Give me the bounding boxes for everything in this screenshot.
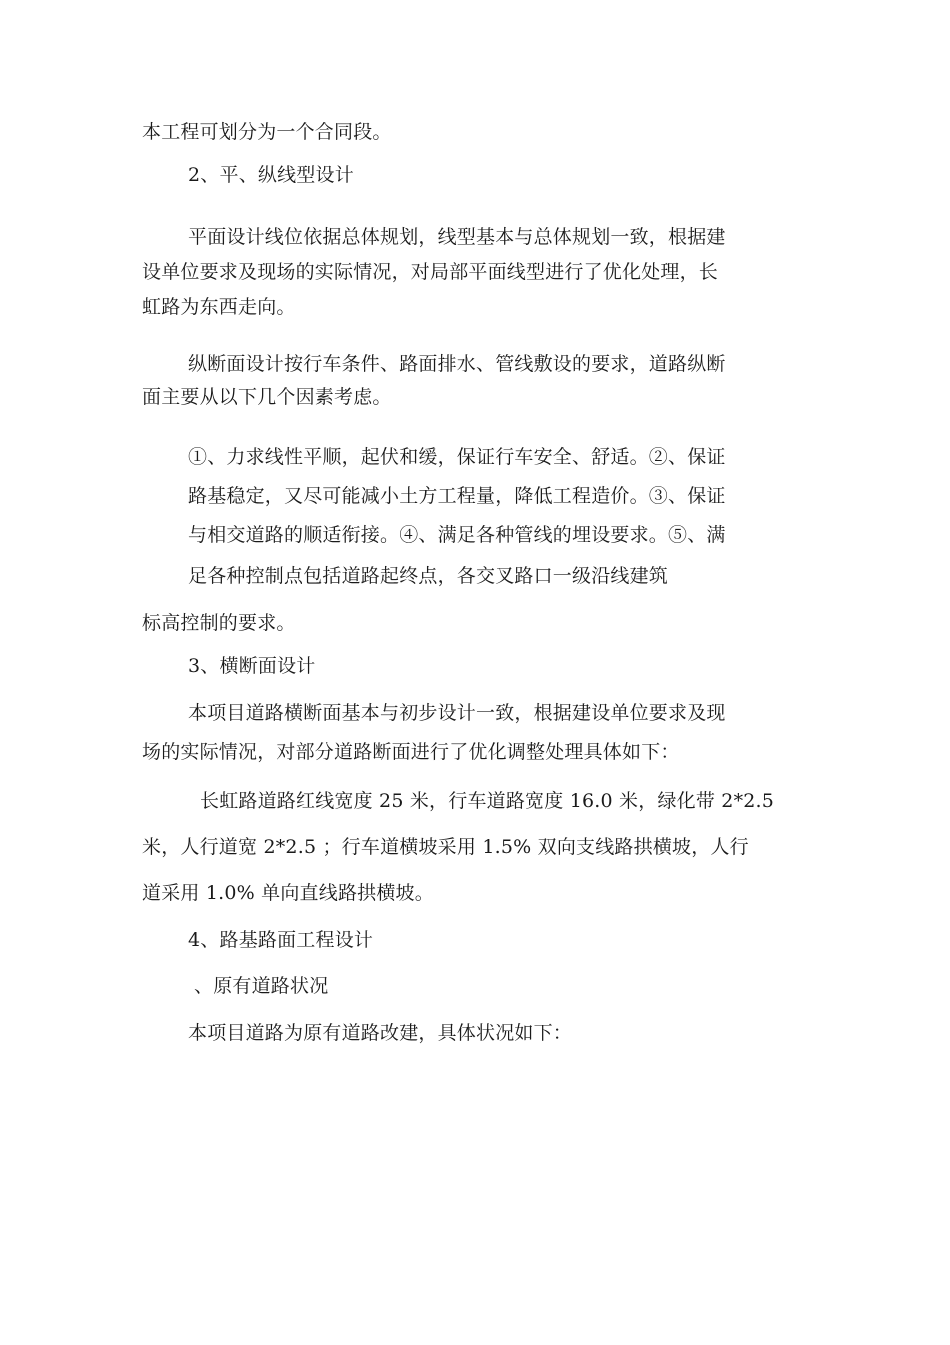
text-line: 面主要从以下几个因素考虑。 <box>142 386 392 408</box>
text-line: 足各种控制点包括道路起终点，各交叉路口一级沿线建筑 <box>188 565 669 587</box>
text-line: 路基稳定，又尽可能减小土方工程量，降低工程造价。③、保证 <box>188 485 726 507</box>
text-line: 本项目道路横断面基本与初步设计一致，根据建设单位要求及现 <box>188 702 726 724</box>
text-line: 虹路为东西走向。 <box>142 296 296 318</box>
text-line: 场的实际情况，对部分道路断面进行了优化调整处理具体如下： <box>142 741 680 763</box>
text-line: 标高控制的要求。 <box>142 612 296 634</box>
text-line: 道采用 1.0% 单向直线路拱横坡。 <box>142 882 434 904</box>
text-line: 平面设计线位依据总体规划，线型基本与总体规划一致，根据建 <box>188 226 726 248</box>
subsection-heading: 、原有道路状况 <box>194 975 329 997</box>
text-line: 纵断面设计按行车条件、路面排水、管线敷设的要求，道路纵断 <box>188 353 726 375</box>
text-line: 长虹路道路红线宽度 25 米，行车道路宽度 16.0 米，绿化带 2*2.5 <box>200 790 775 812</box>
section-heading: 2、平、纵线型设计 <box>188 164 354 186</box>
text-line: 与相交道路的顺适衔接。④、满足各种管线的埋设要求。⑤、满 <box>188 524 726 546</box>
text-line: ①、力求线性平顺，起伏和缓，保证行车安全、舒适。②、保证 <box>188 446 726 468</box>
text-line: 本项目道路为原有道路改建，具体状况如下： <box>188 1022 573 1044</box>
text-line: 设单位要求及现场的实际情况，对局部平面线型进行了优化处理，长 <box>142 261 719 283</box>
section-heading: 3、横断面设计 <box>188 655 316 677</box>
text-line: 米，人行道宽 2*2.5 ；行车道横坡采用 1.5% 双向支线路拱横坡，人行 <box>142 836 749 858</box>
text-line: 本工程可划分为一个合同段。 <box>142 121 392 143</box>
section-heading: 4、路基路面工程设计 <box>188 929 374 951</box>
